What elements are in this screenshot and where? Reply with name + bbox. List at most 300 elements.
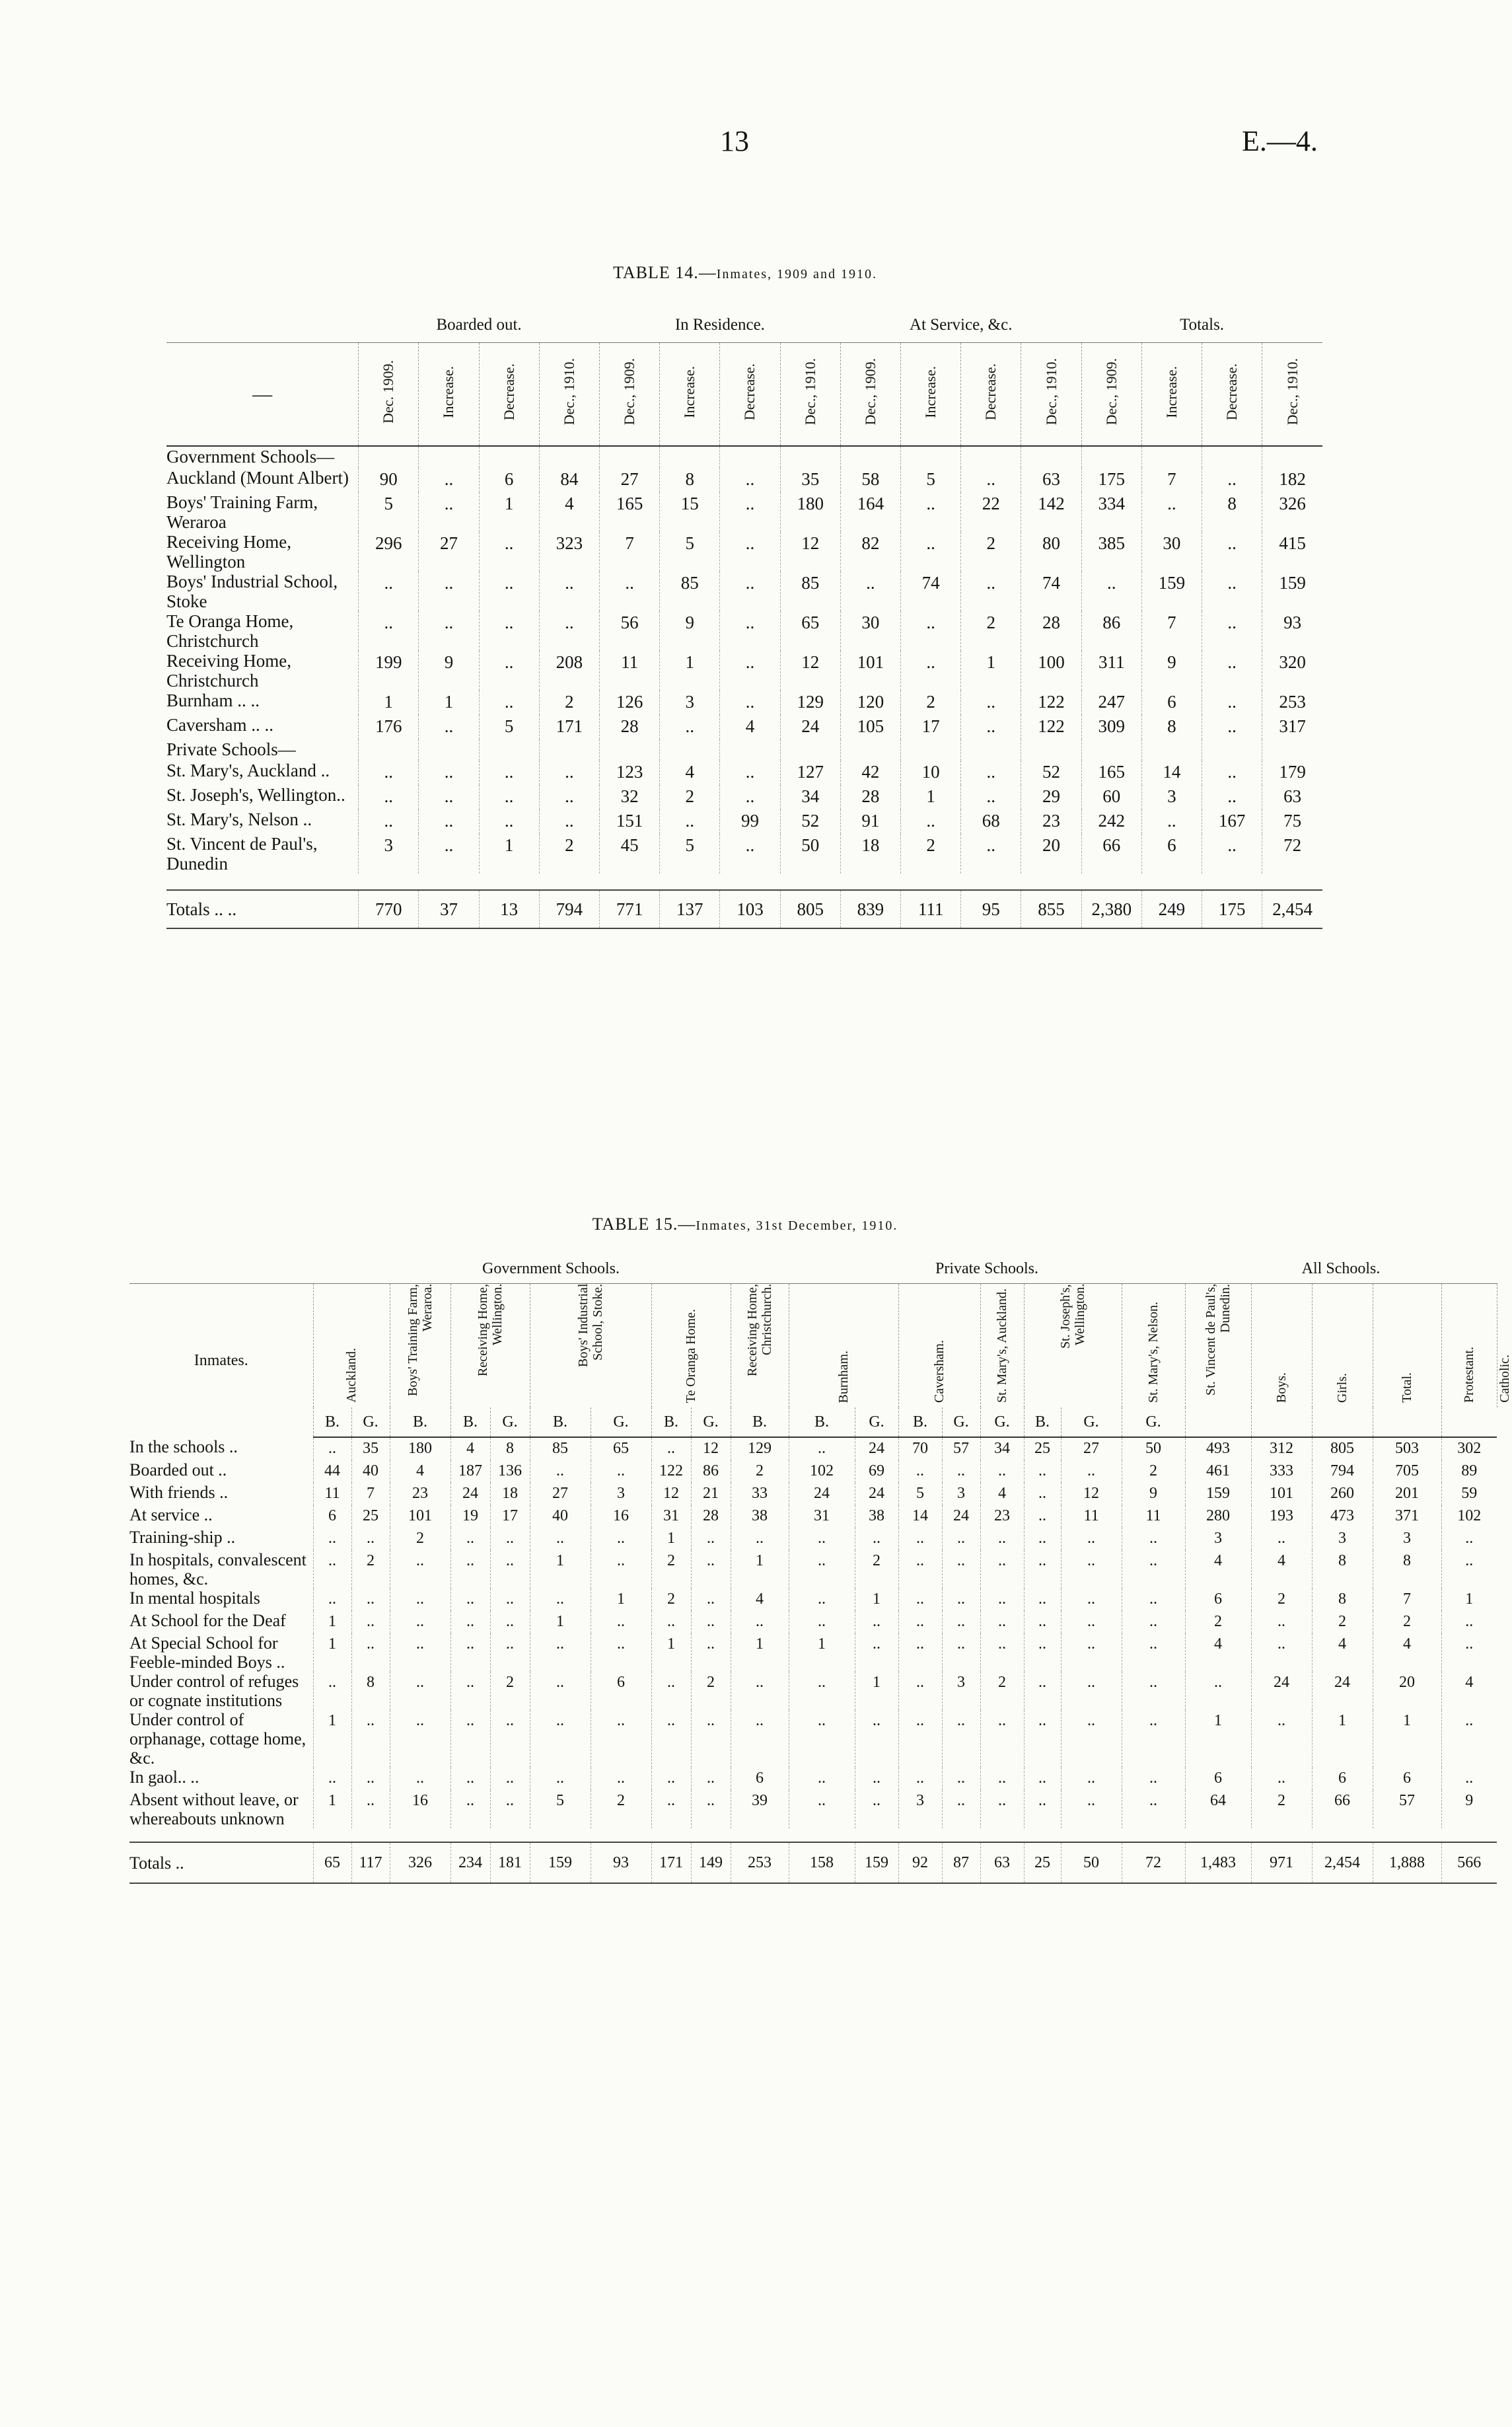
table15-sex-label: G. (1122, 1407, 1185, 1437)
table14-col-label: Decrease. (741, 363, 758, 421)
table14-cell: .. (479, 572, 539, 611)
table14-cell: 17 (901, 715, 961, 739)
table15-row-label: At service .. (129, 1505, 213, 1524)
table14-cell (539, 739, 599, 761)
table15-cell: .. (942, 1611, 980, 1633)
table15-cell: 971 (1251, 1842, 1312, 1883)
table14-cell: 13 (479, 890, 539, 928)
table14-cell (840, 446, 900, 468)
table15-school-label: Catholic. (1497, 1355, 1512, 1403)
table14-cell (1081, 446, 1141, 468)
table15-cell: .. (1122, 1611, 1185, 1633)
table14-group-totals: Totals. (1081, 308, 1322, 343)
table14-col-label: Increase. (922, 365, 939, 418)
table14-cell (1202, 739, 1262, 761)
table15-cell: .. (980, 1633, 1024, 1672)
table15-cell: .. (1441, 1611, 1497, 1633)
table15-school-label: St. Mary's, Auckland. (995, 1288, 1010, 1403)
table15-cell: .. (1251, 1633, 1312, 1672)
table15-cell: .. (980, 1790, 1024, 1828)
table15-sex-label: G. (351, 1407, 390, 1437)
table14-cell: 14 (1141, 761, 1202, 785)
table15-cell: 65 (591, 1437, 651, 1460)
table14-row (166, 761, 1322, 785)
table14-cell: .. (419, 761, 479, 785)
table14-cell: 164 (840, 492, 900, 532)
table15-cell: 193 (1251, 1505, 1312, 1528)
table14-cell: .. (419, 572, 479, 611)
table15-cell: .. (898, 1710, 942, 1768)
table14-cell: 105 (840, 715, 900, 739)
table14-cell: 50 (780, 834, 840, 874)
table15-cell: 181 (490, 1842, 530, 1883)
table14-cell: 30 (1141, 532, 1202, 572)
table14-cell: 159 (1141, 572, 1202, 611)
table14-cell: .. (419, 834, 479, 874)
table14-cell: 1 (961, 651, 1021, 691)
table14-cell: 242 (1081, 809, 1141, 834)
table15-cell: 302 (1441, 1437, 1497, 1460)
table15-cell: .. (942, 1588, 980, 1611)
table15-cell: 12 (691, 1437, 731, 1460)
table14-cell: 7 (1141, 611, 1202, 651)
table14-group-boarded-out: Boarded out. (359, 308, 600, 343)
table14-cell: 5 (901, 468, 961, 492)
table14-cell: .. (720, 611, 780, 651)
table14-title-main: TABLE 14.— (613, 263, 717, 282)
table15-cell: .. (490, 1528, 530, 1550)
table14-cell: 4 (539, 492, 599, 532)
table14-col-label: Dec. 1909. (380, 360, 397, 424)
table15-cell: 12 (1061, 1483, 1122, 1505)
table15-cell: .. (691, 1588, 731, 1611)
table15-cell: 31 (789, 1505, 855, 1528)
table15-cell: 6 (313, 1505, 351, 1528)
table15-cell: .. (855, 1611, 898, 1633)
table15-row (129, 1611, 1497, 1633)
table15-school-header (651, 1284, 731, 1408)
table14-cell: .. (539, 785, 599, 809)
table14-cell: 311 (1081, 651, 1141, 691)
table15-cell: .. (691, 1550, 731, 1588)
table15-cell: 92 (898, 1842, 942, 1883)
table15-cell: .. (942, 1550, 980, 1588)
table14-cell: .. (479, 532, 539, 572)
table14-cell: .. (419, 468, 479, 492)
table15-cell: .. (450, 1710, 490, 1768)
table14-row-label: Caversham .. .. (166, 715, 273, 735)
table14-cell (359, 739, 419, 761)
table14-section-government-label: Government Schools— (166, 447, 335, 467)
table14-cell (419, 446, 479, 468)
table14-cell (660, 446, 720, 468)
table15-sex-header (129, 1407, 1497, 1437)
table15-cell: .. (450, 1768, 490, 1790)
table15-cell: .. (980, 1460, 1024, 1483)
table14-cell: 165 (1081, 761, 1141, 785)
table14-cell (539, 446, 599, 468)
table15-cell: 63 (980, 1842, 1024, 1883)
table15-school-header (898, 1284, 980, 1408)
table14-col-header (1081, 343, 1141, 447)
table15-cell: .. (530, 1528, 591, 1550)
table14-cell: 1 (479, 834, 539, 874)
table14-col-label: Dec., 1910. (560, 358, 577, 426)
table14-cell: .. (359, 611, 419, 651)
table14-cell: 86 (1081, 611, 1141, 651)
table15-cell: .. (351, 1790, 390, 1828)
table15-cell: 149 (691, 1842, 731, 1883)
table14-cell: 253 (1262, 691, 1322, 715)
table14-col-label: Dec., 1909. (621, 358, 638, 426)
table15-cell: 38 (731, 1505, 789, 1528)
table14-cell: 123 (599, 761, 659, 785)
table15-cell: .. (980, 1611, 1024, 1633)
table14-cell: 142 (1021, 492, 1081, 532)
table15-cell: 1 (651, 1528, 691, 1550)
table15-cell: 129 (731, 1437, 789, 1460)
table14-cell (599, 446, 659, 468)
table14-cell: .. (961, 691, 1021, 715)
table15-cell: 25 (1024, 1842, 1061, 1883)
table15-cell: 2,454 (1312, 1842, 1373, 1883)
table15-cell: 24 (855, 1483, 898, 1505)
table15-cell: .. (351, 1611, 390, 1633)
table15-cell: 8 (351, 1672, 390, 1710)
table14-cell: 66 (1081, 834, 1141, 874)
table14-cell: 30 (840, 611, 900, 651)
table14-col-header (419, 343, 479, 447)
table15-cell: .. (1024, 1790, 1061, 1828)
table15-cell: 4 (450, 1437, 490, 1460)
table15-cell: .. (1441, 1710, 1497, 1768)
table14-cell: .. (961, 572, 1021, 611)
table15-cell: 31 (651, 1505, 691, 1528)
table14-cell (1021, 446, 1081, 468)
table15-cell: .. (651, 1768, 691, 1790)
table14-cell: 1 (419, 691, 479, 715)
table15-spacer (129, 1828, 1497, 1842)
table14-cell: .. (359, 761, 419, 785)
table14-cell: .. (961, 761, 1021, 785)
table14-cell: 52 (1021, 761, 1081, 785)
table14-cell: 100 (1021, 651, 1081, 691)
table15-cell: 11 (1122, 1505, 1185, 1528)
table15-cell: .. (351, 1528, 390, 1550)
table14-row (166, 715, 1322, 739)
table15-cell: 35 (351, 1437, 390, 1460)
table14-cell: 20 (1021, 834, 1081, 874)
table15-cell: .. (390, 1633, 450, 1672)
table14-row-label: Receiving Home, Christchurch (166, 651, 291, 691)
table15-cell: 1 (855, 1588, 898, 1611)
table15-school-header (1312, 1284, 1373, 1408)
table15-school-header (390, 1284, 450, 1408)
table15-sex-label: B. (390, 1407, 450, 1437)
table15-cell: 326 (390, 1842, 450, 1883)
table14-cell: 85 (780, 572, 840, 611)
table14-group-at-service: At Service, &c. (840, 308, 1081, 343)
table15-cell: .. (1441, 1528, 1497, 1550)
table14-col-label: Dec., 1910. (1042, 358, 1060, 426)
table15-cell: .. (1024, 1768, 1061, 1790)
table15-cell: 159 (855, 1842, 898, 1883)
table14-cell: 2 (539, 834, 599, 874)
table15-cell: 1 (313, 1790, 351, 1828)
table15-sex-label-blank (1185, 1407, 1251, 1437)
table14-cell: .. (961, 785, 1021, 809)
table15-cell: .. (450, 1790, 490, 1828)
table15-cell: 159 (530, 1842, 591, 1883)
table15-cell: .. (591, 1633, 651, 1672)
table15-cell: .. (1251, 1710, 1312, 1768)
table14-cell: .. (419, 785, 479, 809)
table15-cell: .. (942, 1528, 980, 1550)
table15-cell: .. (1122, 1633, 1185, 1672)
table14-cell: .. (720, 761, 780, 785)
table14-cell: 63 (1262, 785, 1322, 809)
table14-cell: 56 (599, 611, 659, 651)
table15-cell: 14 (898, 1505, 942, 1528)
table15-cell: .. (1185, 1672, 1251, 1710)
table15-cell: .. (1024, 1633, 1061, 1672)
table14-cell: 9 (660, 611, 720, 651)
table15-cell: 1 (1441, 1588, 1497, 1611)
table15-cell: .. (789, 1710, 855, 1768)
table14-cell: .. (419, 715, 479, 739)
table14-cell: .. (1202, 761, 1262, 785)
table15-row-label: At Special School for Feeble-minded Boys .. (129, 1633, 285, 1672)
table14-cell: 2 (901, 691, 961, 715)
table14-row (166, 651, 1322, 691)
table15-cell: .. (691, 1768, 731, 1790)
table14-col-header (1202, 343, 1262, 447)
table15-cell: 39 (731, 1790, 789, 1828)
table14-cell (419, 739, 479, 761)
table14-row (166, 785, 1322, 809)
table15-cell: 25 (351, 1505, 390, 1528)
table15-cell: .. (651, 1672, 691, 1710)
table15-sex-label: G. (1061, 1407, 1122, 1437)
table14-cell: 7 (599, 532, 659, 572)
table14-row-label: St. Mary's, Nelson .. (166, 809, 312, 829)
table14-cell (599, 739, 659, 761)
table14-cell: 120 (840, 691, 900, 715)
table14-cell: 45 (599, 834, 659, 874)
table15-cell: 1,483 (1185, 1842, 1251, 1883)
table14-cell: 7 (1141, 468, 1202, 492)
table14-cell: 805 (780, 890, 840, 928)
table15-cell: 65 (313, 1842, 351, 1883)
table15-cell: 2 (490, 1672, 530, 1710)
table14-cell: 5 (660, 532, 720, 572)
table15-school-label: St. Joseph's, Wellington. (1058, 1284, 1088, 1349)
table15-cell: .. (450, 1611, 490, 1633)
table14-cell: .. (1202, 651, 1262, 691)
table15-cell: .. (591, 1611, 651, 1633)
table15-spacer-cell (129, 1828, 1497, 1842)
table14-cell: .. (961, 834, 1021, 874)
table15-sex-label: G. (980, 1407, 1024, 1437)
table15-cell: 2 (651, 1588, 691, 1611)
table15-cell: 44 (313, 1460, 351, 1483)
table15-cell: 2 (1312, 1611, 1373, 1633)
table14-row-label: Te Oranga Home, Christchurch (166, 611, 294, 651)
table14-cell: .. (359, 785, 419, 809)
table15-cell: .. (530, 1588, 591, 1611)
table14-cell: 37 (419, 890, 479, 928)
table15-cell: 260 (1312, 1483, 1373, 1505)
table14-cell: 127 (780, 761, 840, 785)
table14-row-label: Burnham .. .. (166, 691, 260, 710)
table14-cell: .. (720, 468, 780, 492)
table15-cell: .. (591, 1710, 651, 1768)
table15-cell: 3 (591, 1483, 651, 1505)
table15-cell: 33 (731, 1483, 789, 1505)
table14-cell: 5 (660, 834, 720, 874)
table14-cell: .. (1202, 611, 1262, 651)
table15 (129, 1254, 1512, 1884)
table15-school-header (1251, 1284, 1312, 1408)
document-reference: E.—4. (1242, 125, 1318, 157)
table15-cell: 7 (351, 1483, 390, 1505)
table14-cell: 175 (1202, 890, 1262, 928)
table15-cell: 180 (390, 1437, 450, 1460)
table14-cell: 5 (359, 492, 419, 532)
table15-cell: .. (390, 1611, 450, 1633)
table15-cell: .. (942, 1633, 980, 1672)
table14-cell: 126 (599, 691, 659, 715)
table15-sex-label: G. (591, 1407, 651, 1437)
table15-cell: .. (651, 1437, 691, 1460)
table14-cell (1202, 446, 1262, 468)
table14-col-header (660, 343, 720, 447)
table14-col-label: Dec., 1909. (861, 358, 879, 426)
table14-cell: 3 (359, 834, 419, 874)
table15-cell: .. (1024, 1672, 1061, 1710)
table15-cell: .. (789, 1437, 855, 1460)
table14-cell: 9 (419, 651, 479, 691)
table15-row (129, 1550, 1497, 1588)
table14-cell: 8 (1202, 492, 1262, 532)
table14-row (166, 890, 1322, 928)
table15-cell: .. (1122, 1588, 1185, 1611)
table15-cell: .. (691, 1528, 731, 1550)
table14-cell (780, 446, 840, 468)
table15-cell: .. (980, 1528, 1024, 1550)
table14-cell: .. (479, 691, 539, 715)
table15-cell: 85 (530, 1437, 591, 1460)
table15-cell: .. (731, 1710, 789, 1768)
table14-cell: 309 (1081, 715, 1141, 739)
table14-cell: .. (720, 834, 780, 874)
table15-cell: .. (855, 1528, 898, 1550)
table15-cell: 461 (1185, 1460, 1251, 1483)
table14-cell: 42 (840, 761, 900, 785)
table15-cell: 9 (1441, 1790, 1497, 1828)
table15-cell: 3 (942, 1483, 980, 1505)
table15-cell: 3 (898, 1790, 942, 1828)
table15-cell: 16 (390, 1790, 450, 1828)
table14-cell: 28 (599, 715, 659, 739)
table14-cell: 72 (1262, 834, 1322, 874)
table14-row-label: St. Mary's, Auckland .. (166, 761, 330, 780)
table15-cell: .. (530, 1633, 591, 1672)
table15-cell: 11 (1061, 1505, 1122, 1528)
table15-cell: 66 (1312, 1790, 1373, 1828)
table15-cell: 9 (1122, 1483, 1185, 1505)
table15-cell: 2 (980, 1672, 1024, 1710)
table15-cell: .. (591, 1528, 651, 1550)
table14-cell (1141, 446, 1202, 468)
table14-cell: .. (1202, 691, 1262, 715)
table15-cell: 187 (450, 1460, 490, 1483)
table14-body (166, 446, 1322, 928)
table15-cell: 24 (789, 1483, 855, 1505)
table15-cell: .. (789, 1528, 855, 1550)
table14-cell: 180 (780, 492, 840, 532)
table15-cell: .. (691, 1790, 731, 1828)
table15-cell: 4 (1373, 1633, 1441, 1672)
table15-cell: .. (591, 1460, 651, 1483)
table15-row-label: With friends .. (129, 1483, 229, 1502)
table14-row-label: Receiving Home, Wellington (166, 532, 291, 572)
table15-cell: .. (1024, 1588, 1061, 1611)
table15-sex-label-blank (1312, 1407, 1373, 1437)
table14-cell: 296 (359, 532, 419, 572)
table15-cell: .. (490, 1790, 530, 1828)
table14-cell: 103 (720, 890, 780, 928)
table15-cell: .. (980, 1550, 1024, 1588)
table15-school-header (1122, 1284, 1185, 1408)
table15-row-label: Under control of refuges or cognate institutions (129, 1672, 299, 1710)
table14-row (166, 611, 1322, 651)
table15-cell: .. (855, 1790, 898, 1828)
table15-cell: .. (530, 1672, 591, 1710)
table15-cell: .. (1024, 1483, 1061, 1505)
table15-cell: 6 (1185, 1588, 1251, 1611)
table15-cell: 2 (390, 1528, 450, 1550)
table14-cell: .. (720, 492, 780, 532)
table15-cell: .. (313, 1437, 351, 1460)
table14-cell: 80 (1021, 532, 1081, 572)
table15-sex-label: B. (731, 1407, 789, 1437)
table15-row-label: Training-ship .. (129, 1528, 236, 1547)
table15-sex-label-blank (1441, 1407, 1497, 1437)
table14-col-label: Dec., 1910. (1283, 358, 1301, 426)
table15-cell: 2 (1185, 1611, 1251, 1633)
table15-cell: 1 (530, 1550, 591, 1588)
table15-row (129, 1790, 1497, 1828)
table14-cell: 175 (1081, 468, 1141, 492)
page-number: 13 (720, 125, 749, 157)
table14-cell: 2,380 (1081, 890, 1141, 928)
table15-cell: 1 (731, 1633, 789, 1672)
table15-school-label: St. Mary's, Nelson. (1146, 1301, 1161, 1403)
table14-cell: 58 (840, 468, 900, 492)
table15-cell: .. (855, 1710, 898, 1768)
table15-row (129, 1768, 1497, 1790)
table14-cell: 1 (479, 492, 539, 532)
table14-cell: 24 (780, 715, 840, 739)
table15-cell: .. (691, 1633, 731, 1672)
table15-cell: 50 (1122, 1437, 1185, 1460)
table15-school-header (450, 1284, 530, 1408)
table15-row (129, 1672, 1497, 1710)
table15-cell: 1 (1185, 1710, 1251, 1768)
table14-section-private-label: Private Schools— (166, 739, 296, 759)
table15-cell: 333 (1251, 1460, 1312, 1483)
